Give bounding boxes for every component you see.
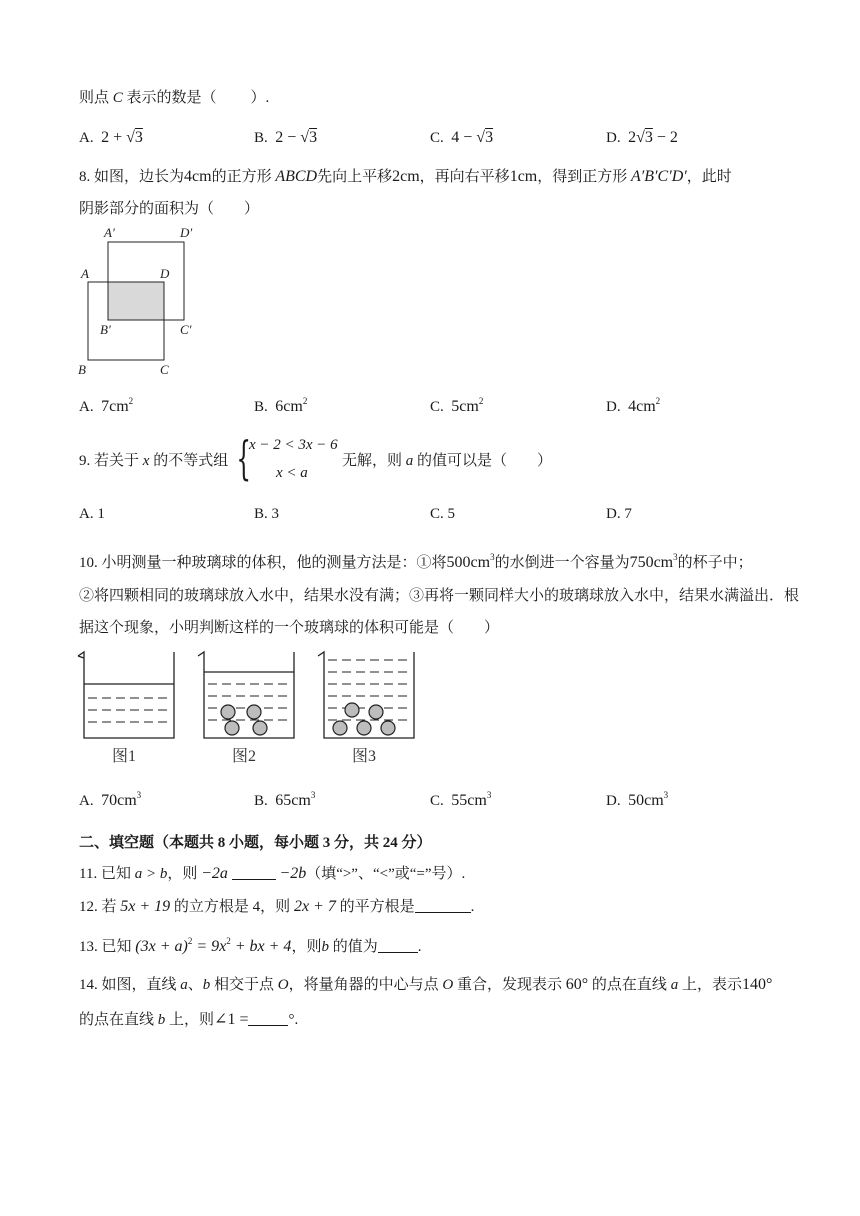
q7-point: C (112, 90, 123, 106)
q9-option-b[interactable]: B. 3 (254, 506, 280, 522)
figure-label-2: 图2 (232, 748, 257, 765)
label-c: C (160, 362, 169, 377)
q7-option-c[interactable]: C. 4 − √3 (430, 129, 494, 146)
label-b1: B′ (100, 322, 111, 337)
q13: 13. 已知 $(3x + a)^2 = 9x^2$ + bx + 4，则b 的值为 . (79, 936, 422, 955)
label-d1: D′ (180, 225, 193, 240)
q9-option-d[interactable]: D. 7 (606, 506, 632, 522)
q9-inequality-2: x < a (276, 465, 308, 481)
q8-stem-line1: 8. 如图，边长为4cm的正方形 ABCD先向上平移2cm，再向右平移1cm，得到正方形 A′B′C′D′，此时 (79, 168, 732, 185)
figure-label-3: 图3 (352, 748, 377, 765)
shaded-region (108, 282, 164, 320)
q14-line1: 14. 如图，直线 a、b 相交于点 O，将量角器的中心与点 O 重合，发现表示 60° 的点在直线 a 上，表示140° (79, 976, 773, 993)
q8-square-figure (74, 222, 204, 382)
q13-answer-blank[interactable] (378, 938, 418, 953)
q8-option-c[interactable]: C. $5cm^2$ (430, 396, 484, 415)
q8-option-a[interactable]: A. $7cm^2$ (79, 396, 134, 415)
label-a: A (81, 266, 89, 281)
q10-beaker-figures (76, 648, 416, 772)
q8-stem-line2: 阴影部分的面积为（ ） (79, 201, 260, 217)
figure-label-1: 图1 (112, 748, 137, 765)
q7-option-b[interactable]: B. 2 − √3 (254, 129, 318, 146)
q14-answer-blank[interactable] (248, 1011, 288, 1026)
q8-option-d[interactable]: D. $4cm^2$ (606, 396, 661, 415)
q9-stem-tail: 无解，则 a 的值可以是（ ） (342, 453, 553, 469)
q12-answer-blank[interactable] (415, 898, 471, 913)
q11-answer-blank[interactable] (232, 865, 276, 880)
q7-stem: 则点 C 表示的数是（ ）. (79, 90, 270, 106)
q11: 11. 已知 a > b，则 −2a −2b（填“>”、“<”或“=”号）. (79, 865, 466, 882)
q7-option-d[interactable]: D. 2√3 − 2 (606, 129, 678, 146)
q14-line2: 的点在直线 b 上，则∠1 = °. (79, 1011, 299, 1028)
q9-option-a[interactable]: A. 1 (79, 506, 105, 522)
q7-option-a[interactable]: A. 2 + √3 (79, 129, 143, 146)
q10-stem-line1: 10. 小明测量一种玻璃球的体积，他的测量方法是：①将$500cm^3$的水倒进一个容量为$750cm^3$的杯子中； (79, 552, 753, 571)
section-heading-fill-in: 二、填空题（本题共 8 小题，每小题 3 分，共 24 分） (79, 835, 432, 851)
q10-stem-line2: ②将四颗相同的玻璃球放入水中，结果水没有满；③再将一颗同样大小的玻璃球放入水中，结果水满溢出．根 (79, 588, 800, 604)
beaker-3 (318, 652, 414, 738)
label-a1: A′ (104, 225, 115, 240)
label-b: B (78, 362, 86, 377)
q12: 12. 若 5x + 19 的立方根是 4，则 2x + 7 的平方根是 . (79, 898, 475, 915)
beaker-2 (198, 652, 294, 738)
q9-option-c[interactable]: C. 5 (430, 506, 456, 522)
q10-option-a[interactable]: A. $70cm^3$ (79, 790, 142, 809)
q8-option-b[interactable]: B. $6cm^2$ (254, 396, 308, 415)
q10-option-c[interactable]: C. $55cm^3$ (430, 790, 492, 809)
q10-option-b[interactable]: B. $65cm^3$ (254, 790, 316, 809)
q9-inequality-1: x − 2 < 3x − 6 (249, 437, 338, 453)
label-d: D (160, 266, 170, 281)
q9-brace: { (236, 431, 251, 485)
beaker-1 (78, 652, 174, 738)
q9-stem-lead: 9. 若关于 x 的不等式组 (79, 453, 229, 469)
q10-option-d[interactable]: D. $50cm^3$ (606, 790, 669, 809)
q10-stem-line3: 据这个现象，小明判断这样的一个玻璃球的体积可能是（ ） (79, 620, 500, 636)
label-c1: C′ (180, 322, 192, 337)
